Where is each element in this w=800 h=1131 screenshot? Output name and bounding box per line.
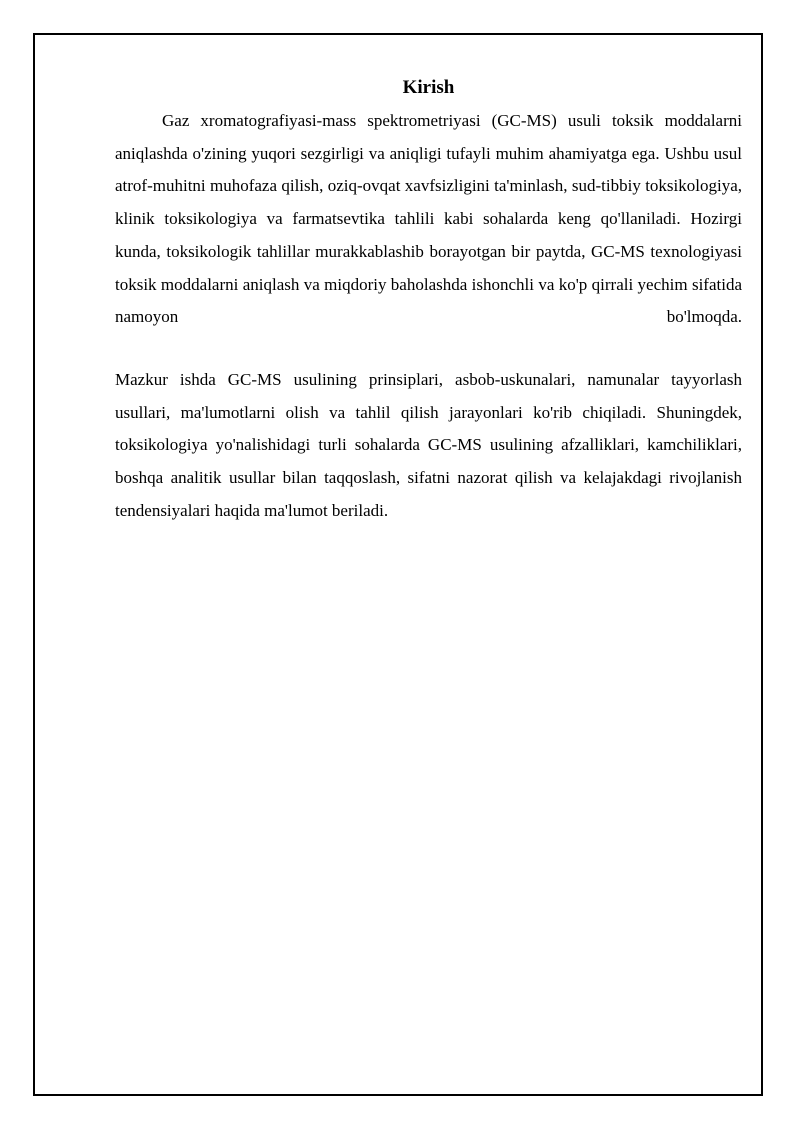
- section-heading: Kirish: [402, 77, 455, 98]
- paragraph-spacer: [115, 334, 742, 364]
- intro-paragraph-1: Gaz xromatografiyasi-mass spektrometriyasi (GC-MS) usuli toksik moddalarni aniqlashda o'zining yuqori sezgirligi va aniqligi tufayli muhim ahamiyatga ega. Ushbu usul atrof-muhitni muhofaza qilish, oziq-ovqat xavfsizligini ta'minlash, sud-tibbiy toksikologiya, klinik toksikologiya va farmatsevtika tahlili kabi sohalarda keng qo'llaniladi. Hozirgi kunda, toksikologik tahlillar murakkablashib borayotgan bir paytda, GC-MS texnologiyasi toksik moddalarni aniqlash va miqdoriy baholashda ishonchli va ko'p qirrali yechim sifatida namoyon bo'lmoqda.: [115, 111, 742, 327]
- document-body: [115, 75, 742, 527]
- intro-paragraph-2: Mazkur ishda GC-MS usulining prinsiplari, asbob-uskunalari, namunalar tayyorlash usullari, ma'lumotlarni olish va tahlil qilish jarayonlari ko'rib chiqiladi. Shuningdek, toksikologiya yo'nalishidagi turli sohalarda GC-MS usulining afzalliklari, kamchiliklari, boshqa analitik usullar bilan taqqoslash, sifatni nazorat qilish va kelajakdagi rivojlanish tendensiyalari haqida ma'lumot beriladi.: [115, 369, 742, 520]
